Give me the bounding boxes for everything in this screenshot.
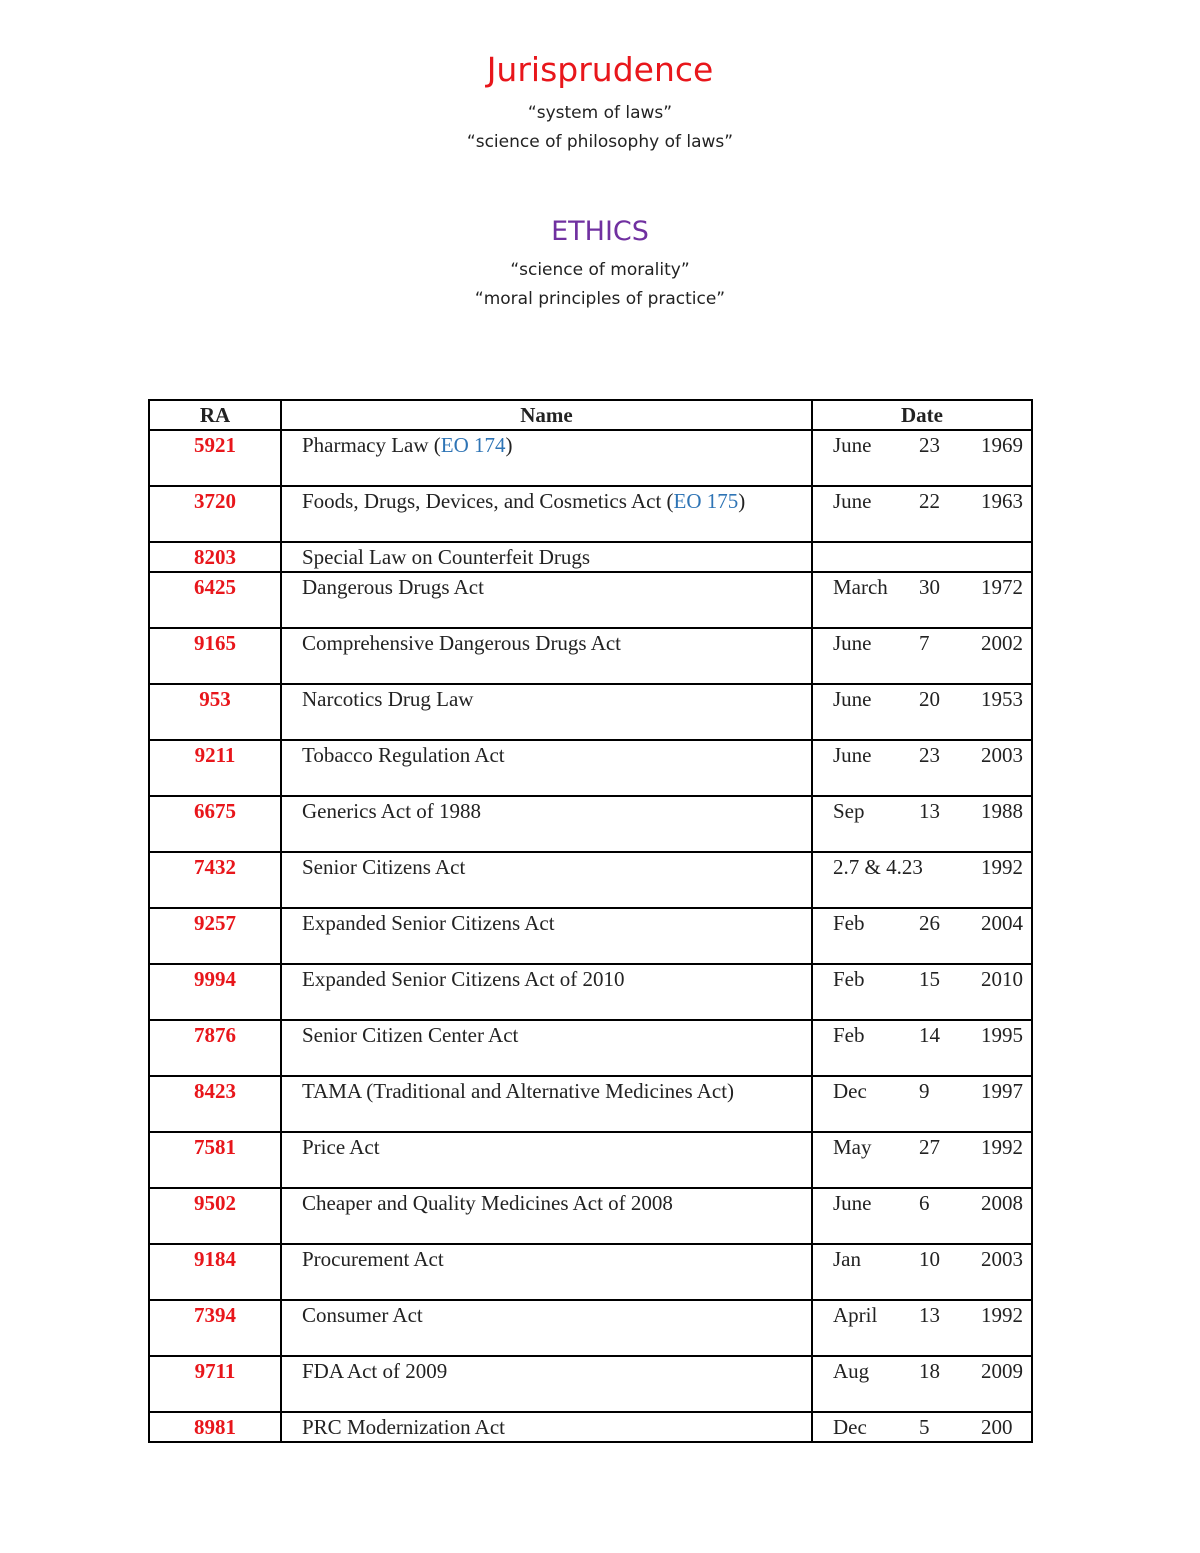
date-year: 2003 (981, 743, 1023, 767)
law-date (812, 796, 1032, 852)
date-year: 1997 (981, 1079, 1023, 1103)
table-row (149, 1300, 1032, 1356)
date-day: 26 (919, 911, 940, 935)
law-name-text: Expanded Senior Citizens Act (302, 911, 555, 935)
law-name-text: Tobacco Regulation Act (302, 743, 505, 767)
law-name-text: Expanded Senior Citizens Act of 2010 (302, 967, 625, 991)
law-name-text: Foods, Drugs, Devices, and Cosmetics Act ( (302, 489, 674, 513)
ethics-definition-1: “science of morality” (510, 260, 690, 280)
law-name (281, 542, 812, 572)
law-date (812, 1132, 1032, 1188)
table-row (149, 1244, 1032, 1300)
ra-number: 7394 (149, 1300, 281, 1356)
date-day: 15 (919, 967, 940, 991)
executive-order-link[interactable]: EO 175 (673, 489, 739, 513)
law-name (281, 486, 812, 542)
law-name (281, 1188, 812, 1244)
ra-number: 6675 (149, 796, 281, 852)
date-year: 200 (981, 1415, 1013, 1439)
date-month: Feb (833, 1023, 865, 1047)
table-row (149, 1356, 1032, 1412)
date-year: 1953 (981, 687, 1023, 711)
date-month: Feb (833, 911, 865, 935)
law-name-text: Pharmacy Law ( (302, 433, 441, 457)
law-name (281, 1356, 812, 1412)
law-name (281, 908, 812, 964)
law-name (281, 1300, 812, 1356)
table-row (149, 486, 1032, 542)
law-name-text: Generics Act of 1988 (302, 799, 482, 823)
table-header-row (149, 400, 1032, 430)
law-date (812, 542, 1032, 572)
law-name (281, 740, 812, 796)
law-name-text: Procurement Act (302, 1247, 444, 1271)
ra-number: 3720 (149, 486, 281, 542)
law-name-text: Dangerous Drugs Act (302, 575, 484, 599)
executive-order-link[interactable]: EO 174 (440, 433, 506, 457)
law-name (281, 628, 812, 684)
date-month: Feb (833, 967, 865, 991)
ethics-title: ETHICS (551, 216, 649, 247)
date-year: 2010 (981, 967, 1023, 991)
ethics-definition-2: “moral principles of practice” (474, 289, 726, 309)
law-name-end: ) (738, 489, 746, 513)
law-name-end: ) (505, 433, 513, 457)
date-year: 2003 (981, 1247, 1023, 1271)
date-day: 6 (919, 1191, 930, 1215)
date-day: 5 (919, 1415, 930, 1439)
date-day: 27 (919, 1135, 940, 1159)
law-date (812, 1356, 1032, 1412)
date-year: 2009 (981, 1359, 1023, 1383)
ra-number: 9184 (149, 1244, 281, 1300)
date-day: 23 (919, 433, 940, 457)
jurisprudence-definition-2: “science of philosophy of laws” (466, 132, 734, 152)
date-month: June (833, 1191, 872, 1215)
law-date (812, 1020, 1032, 1076)
date-year: 1963 (981, 489, 1023, 513)
ra-number: 8203 (149, 542, 281, 572)
law-date (812, 1300, 1032, 1356)
date-month: June (833, 743, 872, 767)
date-month: Sep (833, 799, 865, 823)
law-date (812, 628, 1032, 684)
law-date (812, 908, 1032, 964)
jurisprudence-definition-1: “system of laws” (527, 103, 673, 123)
date-month: April (833, 1303, 878, 1327)
ra-number: 8981 (149, 1412, 281, 1442)
table-row (149, 1020, 1032, 1076)
law-name-text: Special Law on Counterfeit Drugs (302, 545, 591, 569)
law-name-text: Price Act (302, 1135, 380, 1159)
table-row (149, 964, 1032, 1020)
ra-number: 8423 (149, 1076, 281, 1132)
law-date (812, 740, 1032, 796)
ra-number: 9994 (149, 964, 281, 1020)
date-month: March (833, 575, 888, 599)
header-ra: RA (149, 400, 281, 430)
law-date (812, 1244, 1032, 1300)
law-name (281, 430, 812, 486)
ra-number: 7581 (149, 1132, 281, 1188)
table-row (149, 1412, 1032, 1442)
date-day: 18 (919, 1359, 940, 1383)
date-month: June (833, 489, 872, 513)
law-name (281, 1244, 812, 1300)
table-row (149, 1076, 1032, 1132)
law-date (812, 684, 1032, 740)
date-year: 2004 (981, 911, 1023, 935)
law-name (281, 1020, 812, 1076)
law-name-text: Consumer Act (302, 1303, 423, 1327)
law-name (281, 572, 812, 628)
jurisprudence-title: Jurisprudence (486, 50, 714, 89)
ra-number: 9257 (149, 908, 281, 964)
date-month: May (833, 1135, 872, 1159)
law-name-text: PRC Modernization Act (302, 1415, 505, 1439)
date-day: 30 (919, 575, 940, 599)
date-month: Dec (833, 1079, 867, 1103)
date-day: 23 (919, 743, 940, 767)
law-date (812, 852, 1032, 908)
table-row (149, 572, 1032, 628)
date-month: June (833, 687, 872, 711)
date-year: 1972 (981, 575, 1023, 599)
table-row (149, 628, 1032, 684)
date-year: 1992 (981, 1135, 1023, 1159)
law-name (281, 964, 812, 1020)
ra-number: 7876 (149, 1020, 281, 1076)
law-name (281, 852, 812, 908)
date-day: 7 (919, 631, 930, 655)
law-name-text: Narcotics Drug Law (302, 687, 474, 711)
law-name (281, 1412, 812, 1442)
law-name-text: FDA Act of 2009 (302, 1359, 448, 1383)
ra-number: 5921 (149, 430, 281, 486)
date-month: Dec (833, 1415, 867, 1439)
table-row (149, 740, 1032, 796)
ra-number: 9502 (149, 1188, 281, 1244)
date-day: 9 (919, 1079, 930, 1103)
table-row (149, 852, 1032, 908)
law-date (812, 1412, 1032, 1442)
date-day: 20 (919, 687, 940, 711)
date-month: June (833, 433, 872, 457)
law-name (281, 1076, 812, 1132)
law-name-text: Senior Citizens Act (302, 855, 466, 879)
law-name-text: Cheaper and Quality Medicines Act of 2008 (302, 1191, 673, 1215)
law-name (281, 1132, 812, 1188)
date-day: 10 (919, 1247, 940, 1271)
law-name-text: Comprehensive Dangerous Drugs Act (302, 631, 622, 655)
laws-table (148, 399, 1033, 1443)
table-row (149, 542, 1032, 572)
date-year: 1995 (981, 1023, 1023, 1047)
table-row (149, 1188, 1032, 1244)
date-month: 2.7 & 4.23 (833, 855, 923, 879)
law-date (812, 1188, 1032, 1244)
date-day: 13 (919, 1303, 940, 1327)
date-month: June (833, 631, 872, 655)
ra-number: 9211 (149, 740, 281, 796)
date-year: 2002 (981, 631, 1023, 655)
date-month: Jan (833, 1247, 861, 1271)
table-row (149, 684, 1032, 740)
table-row (149, 1132, 1032, 1188)
ra-number: 9165 (149, 628, 281, 684)
ra-number: 7432 (149, 852, 281, 908)
ra-number: 953 (149, 684, 281, 740)
date-year: 1969 (981, 433, 1023, 457)
table-row (149, 908, 1032, 964)
law-date (812, 486, 1032, 542)
law-date (812, 572, 1032, 628)
date-day: 14 (919, 1023, 940, 1047)
date-year: 2008 (981, 1191, 1023, 1215)
law-name (281, 796, 812, 852)
law-name-text: TAMA (Traditional and Alternative Medicines Act) (302, 1079, 735, 1103)
header-name: Name (281, 400, 812, 430)
header-date: Date (812, 400, 1032, 430)
date-day: 22 (919, 489, 940, 513)
ra-number: 9711 (149, 1356, 281, 1412)
law-name (281, 684, 812, 740)
date-month: Aug (833, 1359, 870, 1383)
table-row (149, 430, 1032, 486)
law-date (812, 964, 1032, 1020)
date-year: 1992 (981, 855, 1023, 879)
law-date (812, 430, 1032, 486)
law-date (812, 1076, 1032, 1132)
date-day: 13 (919, 799, 940, 823)
table-row (149, 796, 1032, 852)
law-name-text: Senior Citizen Center Act (302, 1023, 519, 1047)
date-year: 1992 (981, 1303, 1023, 1327)
ra-number: 6425 (149, 572, 281, 628)
date-year: 1988 (981, 799, 1023, 823)
